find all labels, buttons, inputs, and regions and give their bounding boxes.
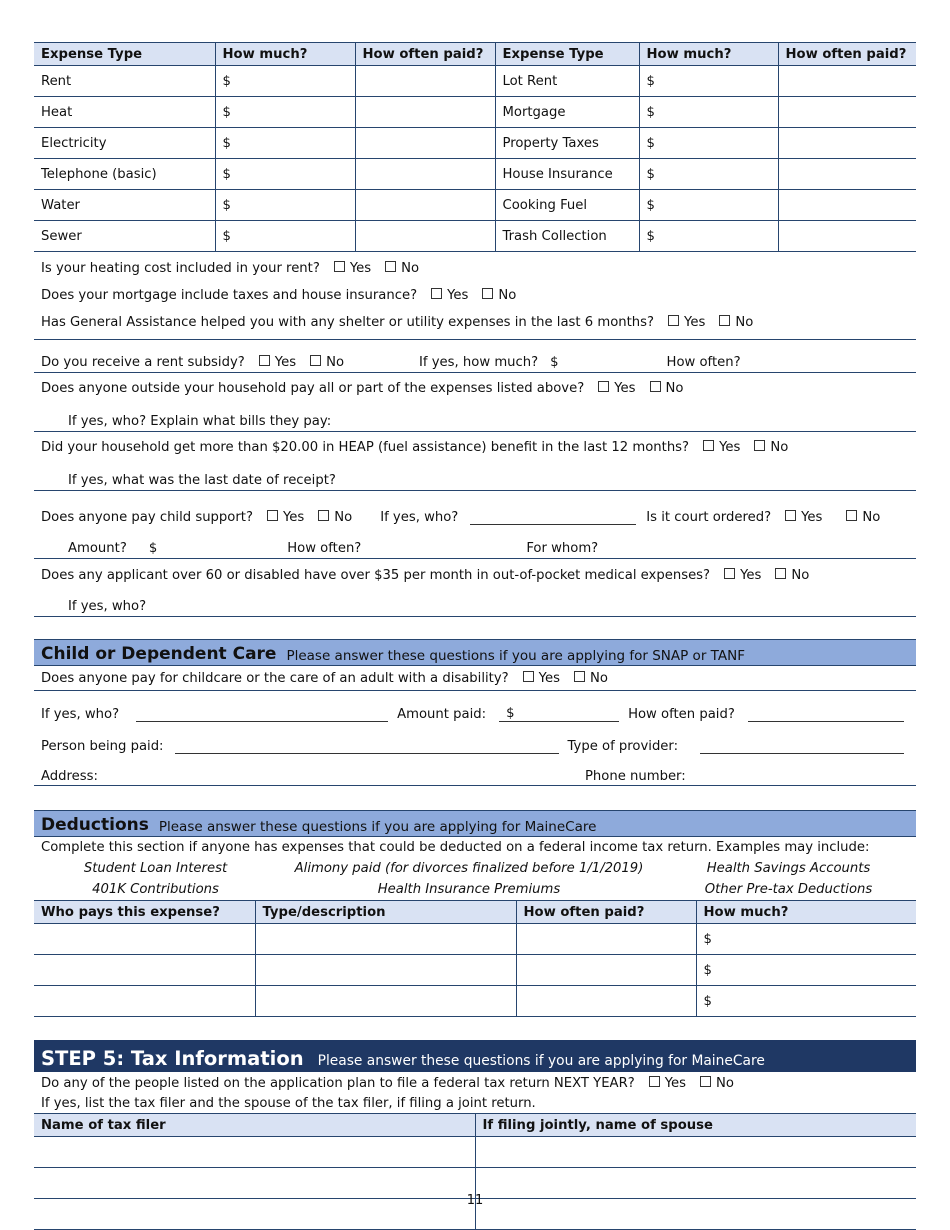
deduction-cell[interactable] [255,986,516,1017]
expense-row [34,128,916,159]
col-how-much: How much? [215,43,355,66]
deductions-intro: Complete this section if anyone has expenses that could be deducted on a federal income tax return. Examples may include: [41,840,870,855]
expense-cell[interactable] [355,66,495,97]
deduction-cell[interactable] [34,986,255,1017]
expense-cell[interactable]: $ [639,128,778,159]
expense-cell[interactable]: $ [639,190,778,221]
deduction-cell[interactable]: $ [696,986,916,1017]
expense-row [34,221,916,252]
cs-no-checkbox[interactable]: No [318,510,352,525]
deduction-cell[interactable] [255,955,516,986]
childcare-person-row: Person being paid: Type of provider: [34,723,916,755]
childcare-section-header [34,639,916,666]
tax-yes-checkbox[interactable]: Yes [649,1076,686,1091]
expense-cell[interactable] [778,159,916,190]
deduction-cell[interactable] [34,924,255,955]
col-type-description: Type/description [255,901,516,924]
expense-cell: Lot Rent [495,66,639,97]
expense-row [34,66,916,97]
outside-yes-checkbox[interactable]: Yes [598,381,635,396]
expense-cell: Mortgage [495,97,639,128]
childcare-subtitle: Please answer these questions if you are applying for SNAP or TANF [286,648,745,664]
tax-subtitle: Please answer these questions if you are applying for MaineCare [317,1053,765,1069]
expense-cell[interactable] [355,190,495,221]
deduction-cell[interactable] [255,924,516,955]
cs-yes-checkbox[interactable]: Yes [267,510,304,525]
expense-cell[interactable] [778,221,916,252]
deduction-cell[interactable]: $ [696,955,916,986]
expense-cell: Sewer [34,221,215,252]
tax-question: Do any of the people listed on the application plan to file a federal tax return NEXT YEAR? Yes No [41,1075,734,1091]
expense-cell[interactable]: $ [215,66,355,97]
expense-row [34,97,916,128]
heating-in-rent-question: Is your heating cost included in your rent? Yes No [41,261,420,276]
col-how-often: How often paid? [355,43,495,66]
childcare-amount-field[interactable]: $ [499,706,619,722]
childcare-question: Does anyone pay for childcare or the care of an adult with a disability? Yes No [34,666,916,691]
col-how-often-paid: How often paid? [516,901,696,924]
ga-yes-checkbox[interactable]: Yes [668,315,705,330]
expense-cell[interactable] [355,159,495,190]
expense-cell[interactable]: $ [215,97,355,128]
tax-cell[interactable] [34,1137,475,1168]
childcare-how-often-field[interactable] [748,706,904,722]
expense-cell[interactable]: $ [639,159,778,190]
ga-no-checkbox[interactable]: No [719,315,753,330]
expense-cell[interactable]: $ [215,128,355,159]
deduction-cell[interactable]: $ [696,924,916,955]
expense-table [34,42,916,252]
tax-section-header [34,1040,916,1072]
medical-question: Does any applicant over 60 or disabled have over $35 per month in out-of-pocket medical expenses? Yes No [41,568,810,583]
mortgage-yes-checkbox[interactable]: Yes [431,288,468,303]
col-how-much: How much? [696,901,916,924]
heap-question: Did your household get more than $20.00 in HEAP (fuel assistance) benefit in the last 12 months? Yes No [41,440,789,455]
deductions-header-row [34,901,916,924]
deduction-cell[interactable] [516,924,696,955]
expense-cell[interactable]: $ [215,190,355,221]
page-number: 11 [466,1193,484,1208]
expense-cell[interactable] [778,97,916,128]
deductions-section-header [34,810,916,837]
childcare-who-field[interactable] [136,706,388,722]
tax-row [34,1137,916,1168]
cs-amount-row: Amount? $ How often? For whom? [68,541,599,556]
court-yes-checkbox[interactable]: Yes [785,510,822,525]
tax-cell[interactable] [475,1137,916,1168]
expense-cell[interactable] [778,128,916,159]
deduction-cell[interactable] [516,955,696,986]
outside-who-field[interactable]: If yes, who? Explain what bills they pay: [68,414,332,429]
deductions-examples-2: 401K Contributions Health Insurance Premiums Other Pre-tax Deductions [92,882,873,897]
col-expense-type: Expense Type [34,43,215,66]
medical-who-field[interactable]: If yes, who? [68,599,147,614]
tax-no-checkbox[interactable]: No [700,1076,734,1091]
medical-yes-checkbox[interactable]: Yes [724,568,761,583]
expense-cell: Rent [34,66,215,97]
deductions-table [34,900,916,1017]
expense-cell[interactable]: $ [215,221,355,252]
col-how-often-2: How often paid? [778,43,916,66]
deductions-examples-1: Student Loan Interest Alimony paid (for divorces finalized before 1/1/2019) Health Savings Accounts [83,861,871,876]
expense-cell[interactable]: $ [639,97,778,128]
childcare-no-checkbox[interactable]: No [574,671,608,686]
expense-header-row [34,43,916,66]
expense-cell: Telephone (basic) [34,159,215,190]
expense-row [34,159,916,190]
deductions-title: Deductions [41,815,149,835]
cs-who-field[interactable] [470,509,636,525]
subsidy-no-checkbox[interactable]: No [310,355,344,370]
expense-cell: House Insurance [495,159,639,190]
outside-pay-question: Does anyone outside your household pay all or part of the expenses listed above? Yes No [41,381,684,396]
form-page [34,40,916,1230]
deductions-subtitle: Please answer these questions if you are applying for MaineCare [158,819,597,835]
col-tax-filer: Name of tax filer [34,1114,475,1137]
expense-row [34,190,916,221]
col-who-pays: Who pays this expense? [34,901,255,924]
heap-yes-checkbox[interactable]: Yes [703,440,740,455]
court-no-checkbox[interactable]: No [846,510,880,525]
expense-cell: Electricity [34,128,215,159]
mortgage-no-checkbox[interactable]: No [482,288,516,303]
expense-cell[interactable] [778,66,916,97]
deduction-cell[interactable] [34,955,255,986]
tax-table [34,1113,916,1230]
expense-cell: Cooking Fuel [495,190,639,221]
childcare-yes-checkbox[interactable]: Yes [523,671,560,686]
childcare-title: Child or Dependent Care [41,644,277,664]
col-how-much-2: How much? [639,43,778,66]
expense-cell[interactable] [355,97,495,128]
expense-cell[interactable]: $ [639,66,778,97]
child-support-question: Does anyone pay child support? Yes No If yes, who? Is it court ordered? Yes No [41,510,881,525]
heating-no-checkbox[interactable]: No [385,261,419,276]
tax-header-row [34,1114,916,1137]
col-expense-type-2: Expense Type [495,43,639,66]
heap-no-checkbox[interactable]: No [754,440,788,455]
expense-cell: Water [34,190,215,221]
expense-cell[interactable]: $ [639,221,778,252]
deduction-row [34,955,916,986]
heating-yes-checkbox[interactable]: Yes [334,261,371,276]
childcare-person-field[interactable] [175,738,559,754]
tax-title: STEP 5: Tax Information [41,1047,304,1070]
col-spouse: If filing jointly, name of spouse [475,1114,916,1137]
expense-cell[interactable]: $ [215,159,355,190]
expense-cell[interactable] [778,190,916,221]
mortgage-taxes-question: Does your mortgage include taxes and house insurance? Yes No [41,288,517,303]
heap-date-field[interactable]: If yes, what was the last date of receipt? [68,473,336,488]
medical-no-checkbox[interactable]: No [775,568,809,583]
childcare-address-row: Address: Phone number: [34,755,916,786]
expense-cell[interactable] [355,221,495,252]
deduction-cell[interactable] [516,986,696,1017]
expense-cell: Heat [34,97,215,128]
childcare-provider-field[interactable] [700,738,904,754]
expense-cell[interactable] [355,128,495,159]
tax-list-note: If yes, list the tax filer and the spouse of the tax filer, if filing a joint return. [41,1096,536,1111]
subsidy-yes-checkbox[interactable]: Yes [259,355,296,370]
outside-no-checkbox[interactable]: No [650,381,684,396]
deduction-row [34,924,916,955]
deduction-row [34,986,916,1017]
expense-cell: Trash Collection [495,221,639,252]
expense-cell: Property Taxes [495,128,639,159]
rent-subsidy-question: Do you receive a rent subsidy? Yes No If yes, how much? $ How often? [34,340,916,373]
childcare-who-row: If yes, who? Amount paid: $ How often paid? [34,691,916,723]
general-assistance-question: Has General Assistance helped you with any shelter or utility expenses in the last 6 months? Yes No [41,315,754,330]
